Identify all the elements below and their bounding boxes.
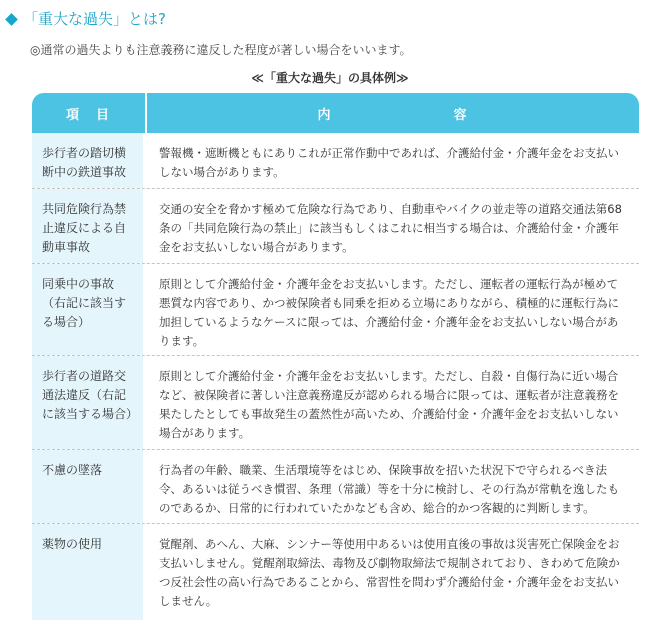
table-row xyxy=(32,189,639,264)
header-content xyxy=(147,93,639,133)
row-item: 共同危険行為禁止違反による自動車事故 xyxy=(32,189,145,263)
table-row xyxy=(32,450,639,524)
table-row xyxy=(32,356,639,450)
table-row xyxy=(32,133,639,189)
diamond-icon xyxy=(5,13,18,26)
section-heading xyxy=(4,9,166,29)
row-content: 原則として介護給付金・介護年金をお支払いします。ただし、自殺・自傷行為に近い場合など、被保険者に著しい注意義務違反が認められる場合に限っては、運転者が注意義務を果たしたとしても事故発生の蓋然性が高いため、介護給付金・介護年金をお支払いしない場合があります。 xyxy=(159,369,619,440)
header-item: 項 目 xyxy=(32,93,147,133)
row-item: 同乗中の事故（右記に該当する場合） xyxy=(32,264,145,355)
row-content: 原則として介護給付金・介護年金をお支払いします。ただし、運転者の運転行為が極めて悪質な内容であり、かつ被保険者も同乗を拒める立場にありながら、積極的に運転行為に加担しているようなケースに限っては、介護給付金・介護年金をお支払いしない場合があります。 xyxy=(159,277,619,348)
header-content-char-2: 容 xyxy=(453,107,469,123)
row-content: 行為者の年齢、職業、生活環境等をはじめ、保険事故を招いた状況下で守られるべき法令、あるいは従うべき慣習、条理（常識）等を十分に検討し、その行為が常軌を逸したものであるか、日常的に行われていたかなども含め、総合的かつ客観的に判断します。 xyxy=(159,463,619,515)
row-content: 覚醒剤、あへん、大麻、シンナー等使用中あるいは使用直後の事故は災害死亡保険金をお支払いしません。覚醒剤取締法、毒物及び劇物取締法で規制されており、きわめて危険かつ反社会性の高い行為であることから、常習性を問わず介護給付金・介護年金をお支払いしません。 xyxy=(159,537,620,608)
table-row xyxy=(32,524,639,620)
row-content: 交通の安全を脅かす極めて危険な行為であり、自動車やバイクの並走等の道路交通法第68条の「共同危険行為の禁止」に該当もしくはこれに相当する場合は、介護給付金・介護年金をお支払いしない場合があります。 xyxy=(159,202,622,254)
header-content-char-1: 内 xyxy=(317,107,333,123)
table-header xyxy=(32,93,639,133)
intro-text: ◎通常の過失よりも注意義務に違反した程度が著しい場合をいいます。 xyxy=(30,43,412,57)
row-content: 警報機・遮断機ともにありこれが正常作動中であれば、介護給付金・介護年金をお支払いしない場合があります。 xyxy=(159,146,619,179)
row-item: 歩行者の道路交通法違反（右記に該当する場合） xyxy=(32,356,145,449)
table-caption: ≪「重大な過失」の具体例≫ xyxy=(251,71,409,85)
examples-table xyxy=(32,93,639,620)
section-heading-text: 「重大な過失」とは? xyxy=(23,10,166,28)
row-item: 薬物の使用 xyxy=(32,524,145,620)
table-row xyxy=(32,264,639,356)
row-item: 不慮の墜落 xyxy=(32,450,145,523)
row-item: 歩行者の踏切横断中の鉄道事故 xyxy=(32,133,145,188)
